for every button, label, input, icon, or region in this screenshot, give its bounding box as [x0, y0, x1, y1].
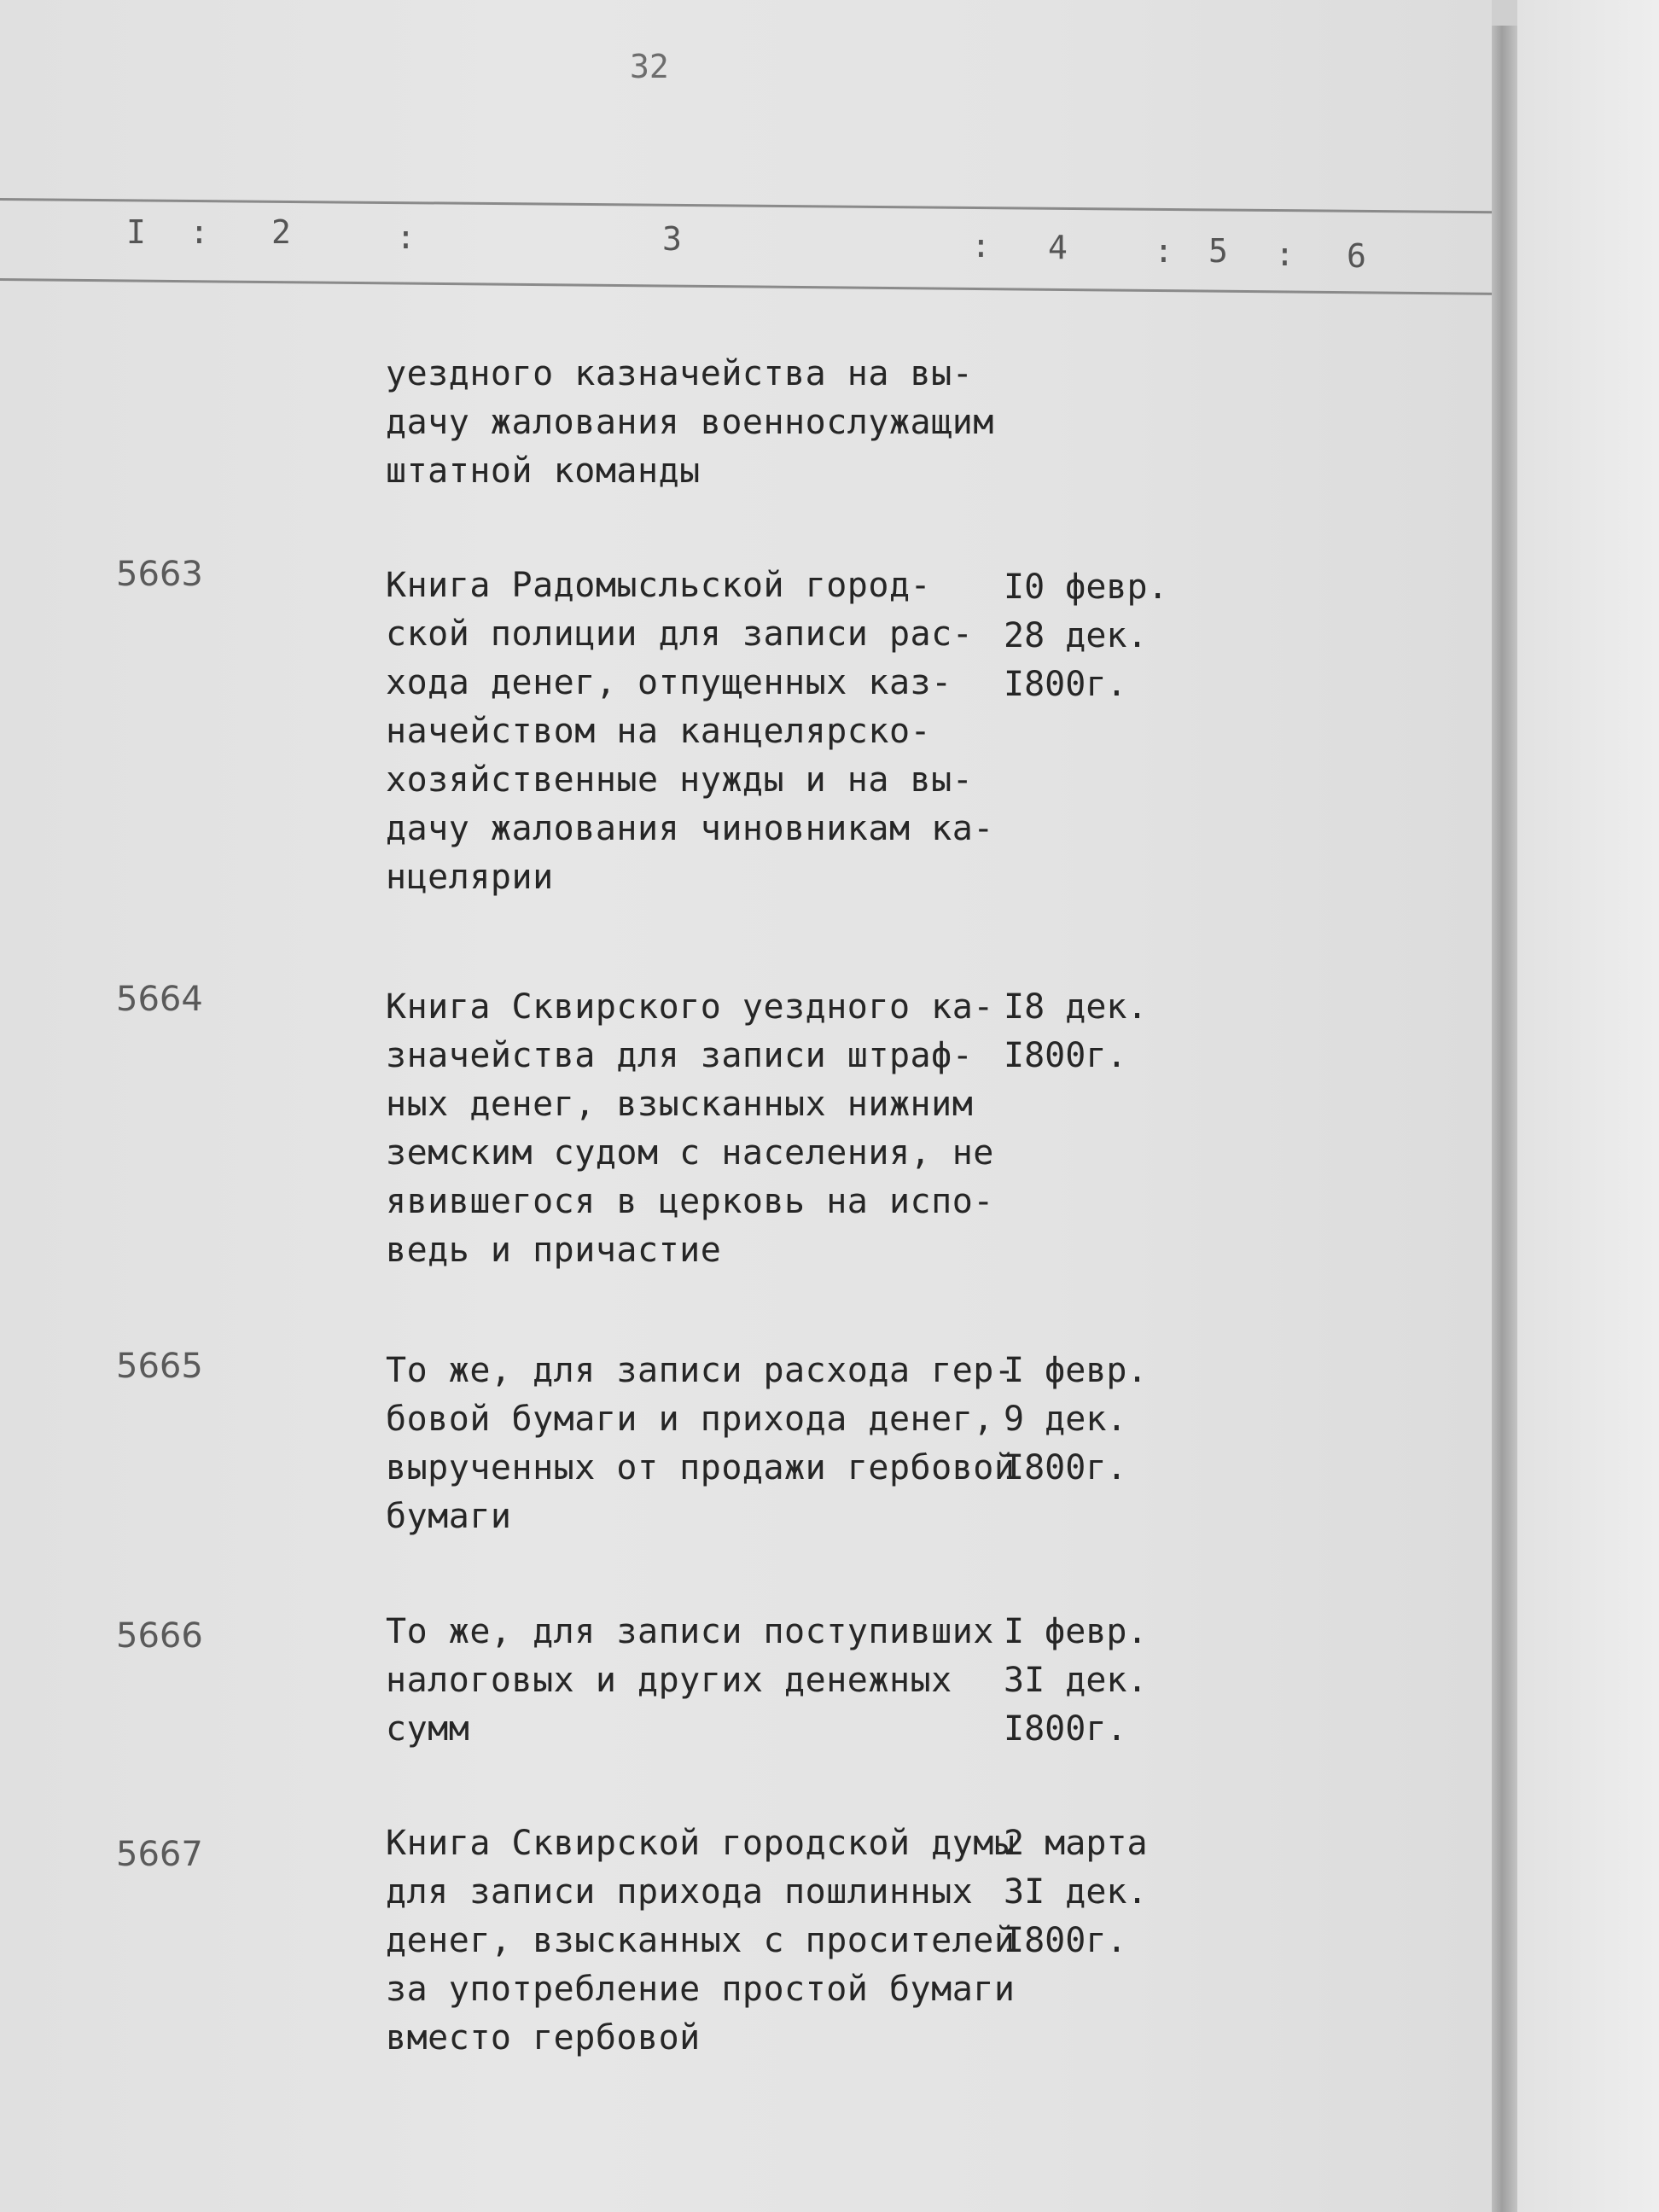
date-line: I0 февр. [1004, 568, 1168, 607]
text-line: налоговых и других денежных [386, 1661, 952, 1700]
text-line: нцелярии [386, 858, 554, 897]
text-line: уездного казначейства на вы- [386, 354, 974, 393]
entry-number: 5663 [116, 555, 203, 594]
text-line: явившегося в церковь на испо- [386, 1182, 994, 1221]
entry-dates [1004, 563, 1225, 709]
text-line: для записи прихода пошлинных [386, 1872, 974, 1912]
text-line: Книга Сквирского уездного ка- [386, 987, 994, 1027]
entry-description [386, 562, 1034, 902]
column-separator: : [189, 213, 209, 251]
column-number-6: 6 [1347, 237, 1366, 275]
entry-dates [1004, 1819, 1225, 1965]
text-line: бумаги [386, 1497, 512, 1536]
column-separator: : [1154, 232, 1173, 270]
text-line: значейства для записи штраф- [386, 1036, 974, 1075]
entry-dates [1004, 1608, 1225, 1754]
date-line: I800г. [1004, 1921, 1127, 1960]
continuation-text [386, 350, 1034, 496]
column-number-4: 4 [1048, 229, 1068, 266]
column-separator: : [971, 227, 991, 265]
entry-description [386, 1608, 1034, 1754]
text-line: земским судом с населения, не [386, 1133, 994, 1173]
header-top-rule [0, 198, 1495, 213]
text-line: штатной команды [386, 451, 701, 491]
text-line: вместо гербовой [386, 2018, 701, 2058]
entry-number: 5665 [116, 1347, 203, 1386]
column-number-2: 2 [271, 213, 291, 251]
text-line: То же, для записи расхода гер- [386, 1351, 1016, 1390]
page-stack-edge [1492, 26, 1517, 2212]
date-line: I800г. [1004, 665, 1127, 704]
text-line: дачу жалования военнослужащим [386, 403, 994, 442]
column-number-1: I [126, 213, 146, 251]
date-line: I800г. [1004, 1448, 1127, 1487]
text-line: ных денег, взысканных нижним [386, 1085, 974, 1124]
entry-description [386, 1819, 1034, 2063]
entry-dates [1004, 1347, 1225, 1493]
date-line: 3I дек. [1004, 1872, 1148, 1912]
date-line: 3I дек. [1004, 1661, 1148, 1700]
text-line: ведь и причастие [386, 1231, 722, 1270]
text-line: денег, взысканных с просителей [386, 1921, 1016, 1960]
column-separator: : [396, 218, 416, 256]
header-bottom-rule [0, 278, 1495, 295]
date-line: 9 дек. [1004, 1400, 1127, 1439]
text-line: дачу жалования чиновникам ка- [386, 809, 994, 848]
text-line: То же, для записи поступивших [386, 1612, 994, 1651]
column-number-5: 5 [1208, 232, 1228, 270]
date-line: I800г. [1004, 1036, 1127, 1075]
column-separator: : [1275, 236, 1295, 273]
date-line: I февр. [1004, 1351, 1148, 1390]
entry-number: 5666 [116, 1616, 203, 1656]
entry-number: 5664 [116, 980, 203, 1019]
date-line: 28 дек. [1004, 616, 1148, 655]
entry-description [386, 1347, 1034, 1541]
text-line: Книга Радомысльской город- [386, 566, 932, 605]
date-line: I800г. [1004, 1709, 1127, 1749]
text-line: вырученных от продажи гербовой [386, 1448, 1016, 1487]
date-line: I8 дек. [1004, 987, 1148, 1027]
entry-dates [1004, 983, 1225, 1080]
text-line: хода денег, отпущенных каз- [386, 663, 952, 702]
date-line: I февр. [1004, 1612, 1148, 1651]
page-number: 32 [630, 48, 669, 85]
text-line: ской полиции для записи рас- [386, 614, 974, 654]
text-line: хозяйственные нужды и на вы- [386, 760, 974, 800]
text-line: Книга Сквирской городской думы [386, 1824, 1016, 1863]
background-surface [1517, 0, 1659, 2212]
text-line: за употребление простой бумаги [386, 1970, 1016, 2009]
entry-description [386, 983, 1034, 1275]
text-line: начейством на канцелярско- [386, 712, 932, 751]
column-number-3: 3 [662, 220, 682, 258]
text-line: сумм [386, 1709, 470, 1749]
text-line: бовой бумаги и прихода денег, [386, 1400, 994, 1439]
entry-number: 5667 [116, 1835, 203, 1874]
date-line: 2 марта [1004, 1824, 1148, 1863]
